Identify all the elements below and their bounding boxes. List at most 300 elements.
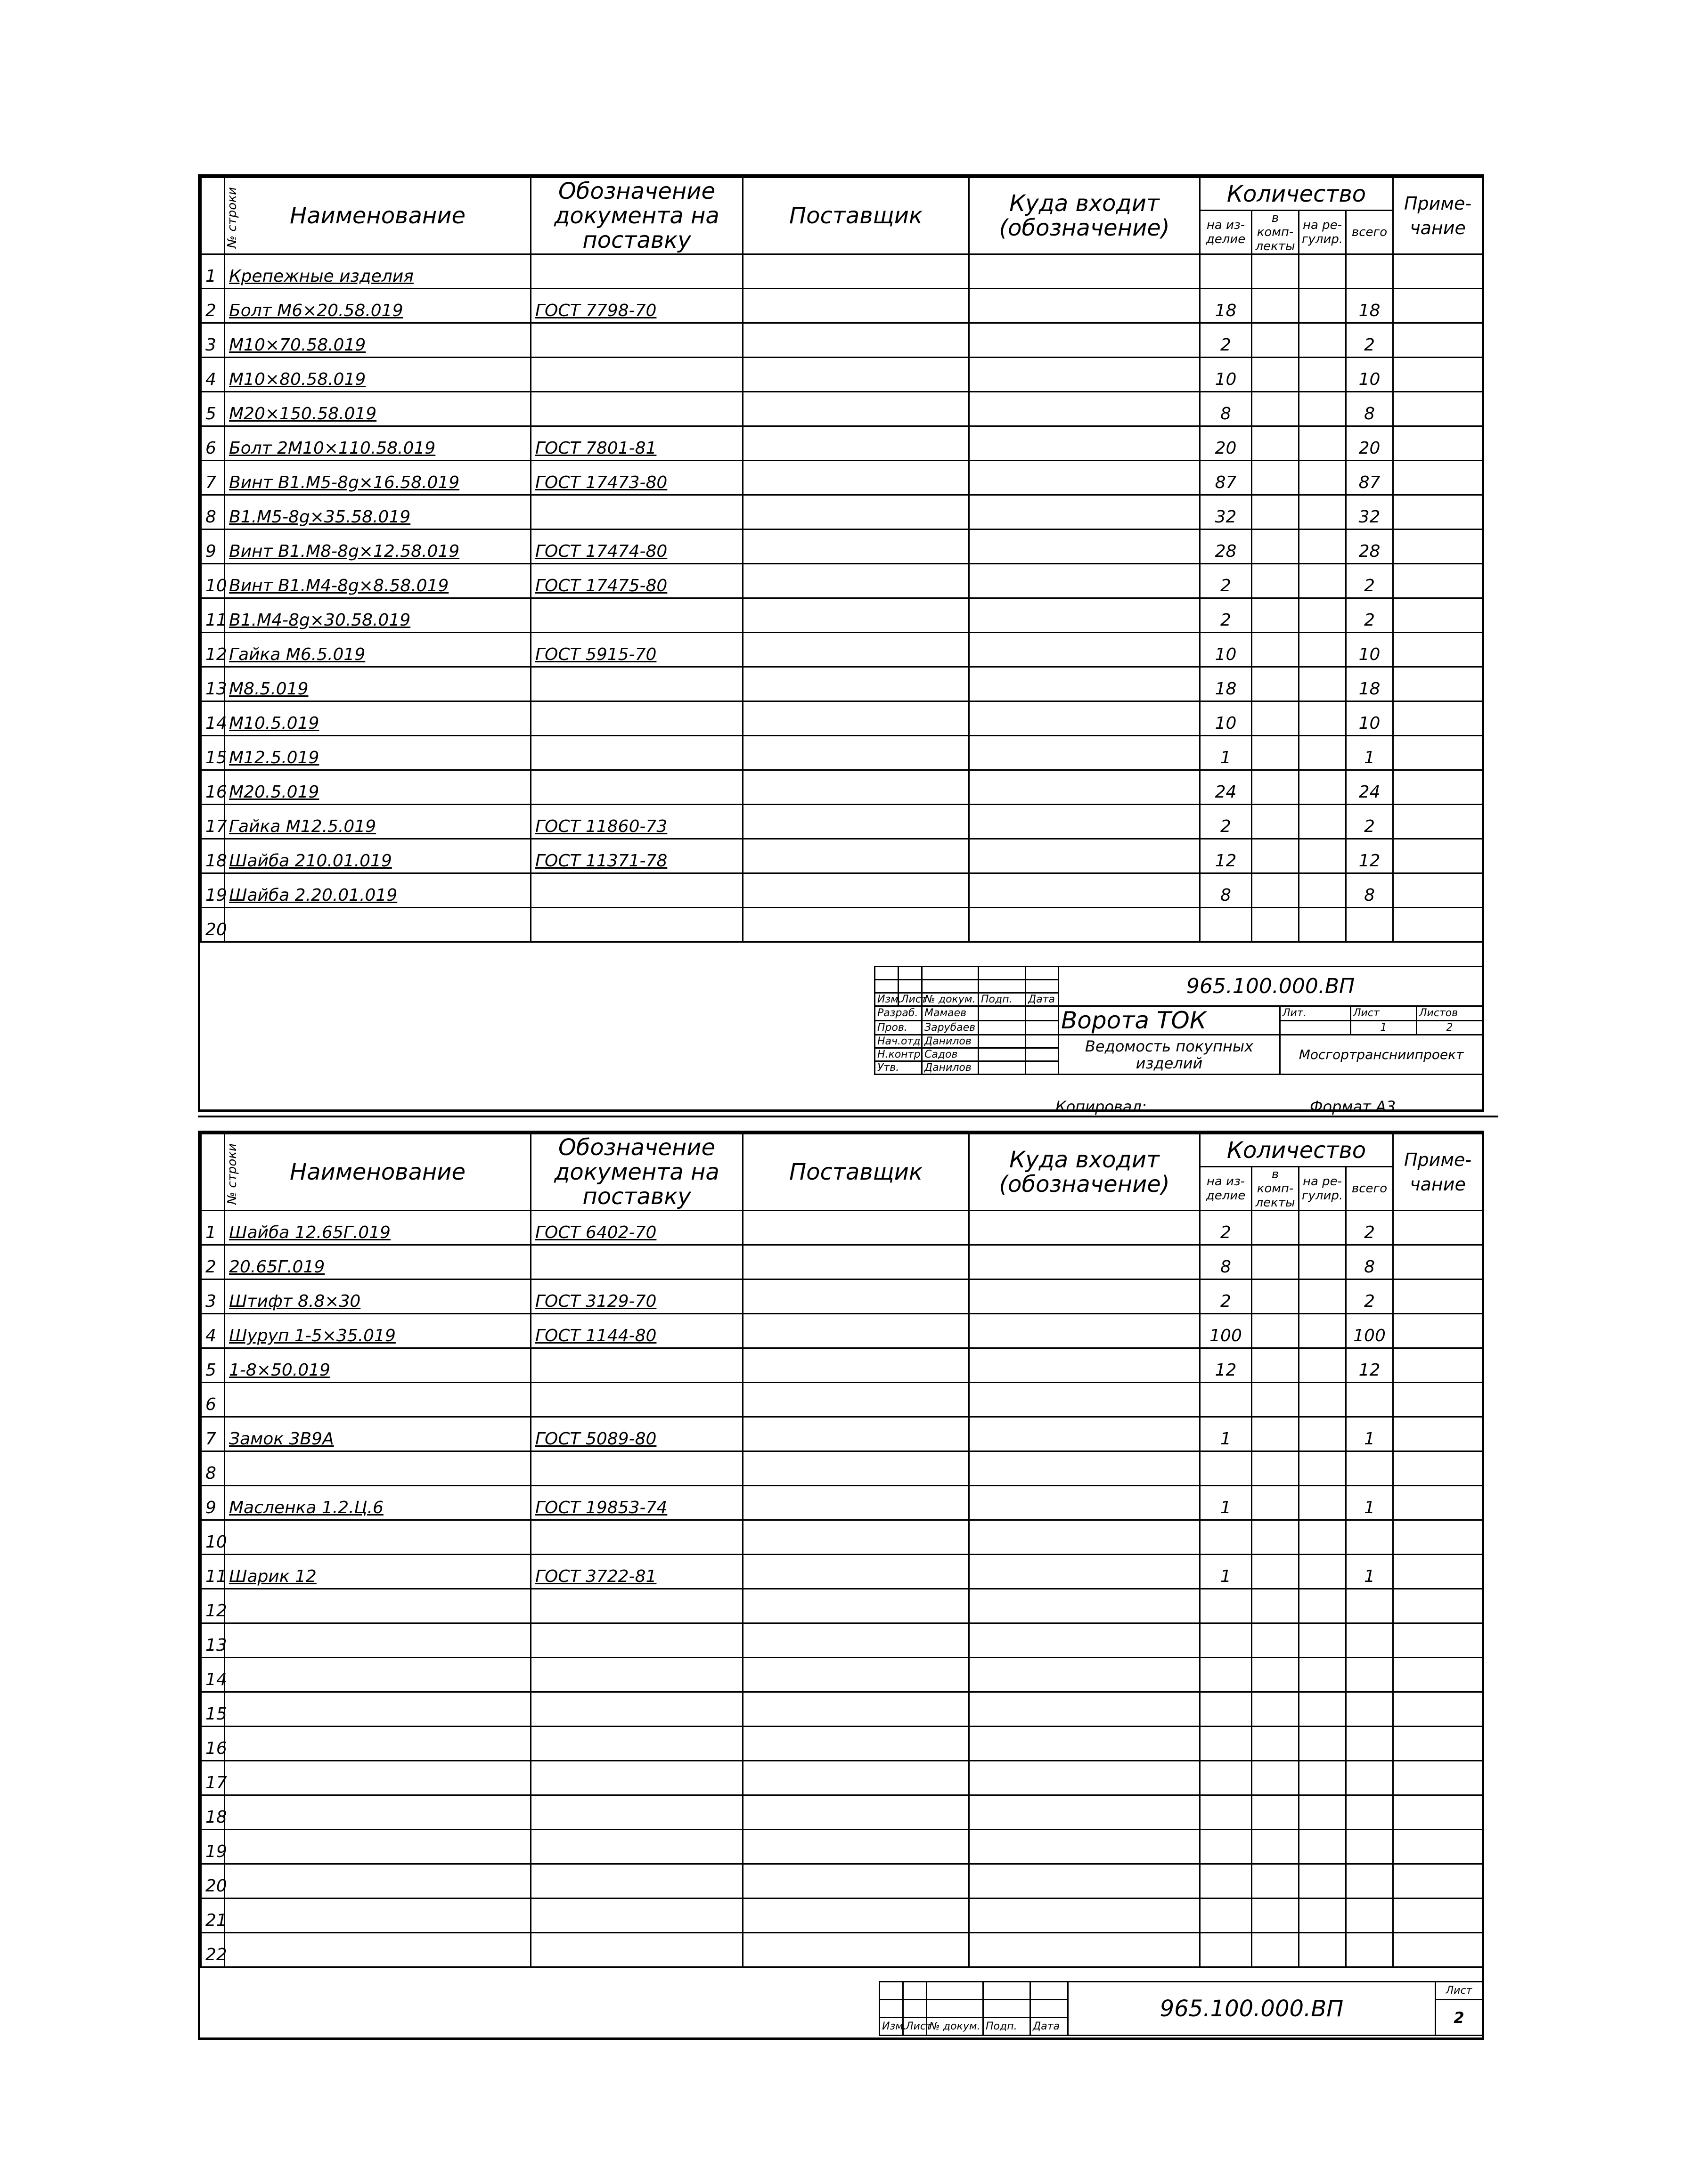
title-block-1 — [874, 966, 1483, 1075]
item-name — [225, 1899, 531, 1933]
qty-kits — [1252, 805, 1299, 839]
item-note — [1393, 461, 1483, 495]
qty-product — [1200, 1727, 1252, 1761]
item-supplier — [743, 1830, 969, 1864]
qty-total — [1346, 1623, 1393, 1658]
qty-product: 10 — [1200, 358, 1252, 392]
qty-total: 18 — [1346, 667, 1393, 701]
item-supplier — [743, 701, 969, 736]
item-doc — [531, 392, 743, 426]
qty-kits — [1252, 1727, 1299, 1761]
qty-kits — [1252, 1899, 1299, 1933]
qty-total: 10 — [1346, 701, 1393, 736]
qty-product — [1200, 1451, 1252, 1486]
qty-total: 2 — [1346, 805, 1393, 839]
qty-total: 2 — [1346, 323, 1393, 358]
qty-total — [1346, 254, 1393, 289]
item-where — [969, 701, 1200, 736]
qty-kits — [1252, 598, 1299, 633]
item-supplier — [743, 908, 969, 942]
qty-reg — [1299, 495, 1346, 530]
item-supplier — [743, 805, 969, 839]
item-supplier — [743, 1692, 969, 1727]
item-doc — [531, 770, 743, 805]
item-supplier — [743, 667, 969, 701]
drawing-code: 965.100.000.ВП — [1059, 967, 1483, 1006]
qty-product — [1200, 1520, 1252, 1555]
qty-product — [1200, 1623, 1252, 1658]
item-where — [969, 1348, 1200, 1383]
item-note — [1393, 839, 1483, 873]
item-doc: ГОСТ 6402-70 — [531, 1211, 743, 1245]
qty-reg — [1299, 323, 1346, 358]
row-number: 6 — [201, 1383, 225, 1417]
qty-kits — [1252, 1795, 1299, 1830]
item-supplier — [743, 736, 969, 770]
item-doc — [531, 1348, 743, 1383]
item-supplier — [743, 1383, 969, 1417]
qty-total: 2 — [1346, 564, 1393, 598]
row-number: 11 — [201, 598, 225, 633]
table-row — [201, 1451, 1483, 1486]
person: Мамаев — [922, 1006, 979, 1021]
qty-product: 12 — [1200, 1348, 1252, 1383]
qty-total: 1 — [1346, 1417, 1393, 1451]
sheet-2 — [198, 1131, 1484, 2040]
item-doc — [531, 1864, 743, 1899]
header-doc: Обозначение документа на поставку — [531, 178, 743, 254]
item-name: М10×70.58.019 — [225, 323, 531, 358]
table-row — [201, 1245, 1483, 1279]
qty-kits — [1252, 392, 1299, 426]
item-doc — [531, 1830, 743, 1864]
row-number: 2 — [201, 1245, 225, 1279]
item-supplier — [743, 254, 969, 289]
qty-total: 100 — [1346, 1314, 1393, 1348]
item-doc: ГОСТ 3722-81 — [531, 1555, 743, 1589]
item-where — [969, 805, 1200, 839]
qty-product: 2 — [1200, 598, 1252, 633]
qty-reg — [1299, 1314, 1346, 1348]
item-supplier — [743, 1658, 969, 1692]
qty-total: 1 — [1346, 1555, 1393, 1589]
item-name — [225, 1658, 531, 1692]
table-row — [201, 1417, 1483, 1451]
qty-product — [1200, 1933, 1252, 1967]
item-note — [1393, 358, 1483, 392]
item-note — [1393, 254, 1483, 289]
qty-total: 10 — [1346, 633, 1393, 667]
item-note — [1393, 530, 1483, 564]
item-doc: ГОСТ 11860-73 — [531, 805, 743, 839]
item-note — [1393, 392, 1483, 426]
item-name: Шайба 12.65Г.019 — [225, 1211, 531, 1245]
qty-total: 8 — [1346, 392, 1393, 426]
header-qty: Количество — [1200, 1134, 1393, 1167]
qty-kits — [1252, 736, 1299, 770]
table-row — [201, 805, 1483, 839]
item-doc — [531, 1451, 743, 1486]
qty-reg — [1299, 1486, 1346, 1520]
row-number: 19 — [201, 1830, 225, 1864]
item-where — [969, 839, 1200, 873]
item-doc — [531, 323, 743, 358]
row-number: 22 — [201, 1933, 225, 1967]
header-qty-total: всего — [1346, 1167, 1393, 1211]
table-row — [201, 633, 1483, 667]
item-note — [1393, 667, 1483, 701]
table-row — [201, 530, 1483, 564]
qty-reg — [1299, 1830, 1346, 1864]
qty-total: 2 — [1346, 1211, 1393, 1245]
qty-total: 87 — [1346, 461, 1393, 495]
item-where — [969, 908, 1200, 942]
qty-reg — [1299, 1279, 1346, 1314]
col-list: Лист — [903, 2018, 927, 2036]
item-name — [225, 908, 531, 942]
row-number: 11 — [201, 1555, 225, 1589]
item-doc — [531, 358, 743, 392]
item-name: М20×150.58.019 — [225, 392, 531, 426]
qty-total: 28 — [1346, 530, 1393, 564]
table-row — [201, 1795, 1483, 1830]
item-note — [1393, 1348, 1483, 1383]
item-name: Шайба 2.20.01.019 — [225, 873, 531, 908]
item-note — [1393, 598, 1483, 633]
qty-product: 1 — [1200, 1417, 1252, 1451]
item-name — [225, 1623, 531, 1658]
item-where — [969, 770, 1200, 805]
item-supplier — [743, 1761, 969, 1795]
item-note — [1393, 1658, 1483, 1692]
role: Нач.отд. — [875, 1035, 922, 1048]
row-number: 7 — [201, 461, 225, 495]
item-doc — [531, 1933, 743, 1967]
item-where — [969, 1383, 1200, 1417]
qty-kits — [1252, 1383, 1299, 1417]
qty-product: 24 — [1200, 770, 1252, 805]
role: Н.контр. — [875, 1048, 922, 1061]
qty-total — [1346, 1692, 1393, 1727]
qty-product — [1200, 1795, 1252, 1830]
lit-label: Лит. — [1280, 1006, 1351, 1021]
header-row-no: № строки — [201, 1134, 225, 1211]
item-supplier — [743, 392, 969, 426]
qty-total — [1346, 908, 1393, 942]
qty-kits — [1252, 667, 1299, 701]
col-doc: № докум. — [927, 2018, 983, 2036]
item-doc — [531, 701, 743, 736]
item-doc — [531, 1383, 743, 1417]
row-number: 12 — [201, 1589, 225, 1623]
row-number: 10 — [201, 564, 225, 598]
qty-product: 87 — [1200, 461, 1252, 495]
person: Садов — [922, 1048, 979, 1061]
table-row — [201, 1589, 1483, 1623]
item-doc: ГОСТ 5089-80 — [531, 1417, 743, 1451]
item-where — [969, 633, 1200, 667]
item-note — [1393, 633, 1483, 667]
item-name: Болт М6×20.58.019 — [225, 289, 531, 323]
item-supplier — [743, 839, 969, 873]
col-date: Дата — [1026, 993, 1059, 1006]
item-note — [1393, 1555, 1483, 1589]
row-number: 20 — [201, 908, 225, 942]
qty-total — [1346, 1830, 1393, 1864]
table-row — [201, 908, 1483, 942]
sheet-label: Лист — [1436, 1982, 1483, 2000]
qty-product: 32 — [1200, 495, 1252, 530]
qty-kits — [1252, 1245, 1299, 1279]
qty-total — [1346, 1520, 1393, 1555]
item-doc — [531, 873, 743, 908]
item-where — [969, 1623, 1200, 1658]
col-sign: Подп. — [983, 2018, 1030, 2036]
item-name: Винт В1.М5-8g×16.58.019 — [225, 461, 531, 495]
table-row — [201, 461, 1483, 495]
item-note — [1393, 1245, 1483, 1279]
item-name: М20.5.019 — [225, 770, 531, 805]
item-name: Болт 2М10×110.58.019 — [225, 426, 531, 461]
qty-reg — [1299, 839, 1346, 873]
item-doc — [531, 1520, 743, 1555]
organization: Мосгортрансниипроект — [1280, 1035, 1483, 1075]
item-note — [1393, 1795, 1483, 1830]
qty-kits — [1252, 495, 1299, 530]
item-note — [1393, 1451, 1483, 1486]
qty-reg — [1299, 908, 1346, 942]
item-name — [225, 1761, 531, 1795]
person: Зарубаев — [922, 1020, 979, 1035]
item-note — [1393, 701, 1483, 736]
item-supplier — [743, 1314, 969, 1348]
qty-reg — [1299, 289, 1346, 323]
qty-product: 8 — [1200, 873, 1252, 908]
item-name: Гайка М6.5.019 — [225, 633, 531, 667]
item-supplier — [743, 1348, 969, 1383]
qty-reg — [1299, 1451, 1346, 1486]
qty-kits — [1252, 1417, 1299, 1451]
item-supplier — [743, 1486, 969, 1520]
table-row — [201, 1314, 1483, 1348]
item-where — [969, 1692, 1200, 1727]
qty-product: 2 — [1200, 805, 1252, 839]
qty-reg — [1299, 1864, 1346, 1899]
qty-total: 8 — [1346, 873, 1393, 908]
item-supplier — [743, 495, 969, 530]
header-qty-kits: в комп-лекты — [1252, 1167, 1299, 1211]
header-note: Приме-чание — [1393, 1134, 1483, 1211]
item-doc: ГОСТ 17473-80 — [531, 461, 743, 495]
item-name: М12.5.019 — [225, 736, 531, 770]
item-note — [1393, 770, 1483, 805]
qty-kits — [1252, 1520, 1299, 1555]
row-number: 15 — [201, 736, 225, 770]
copied-label: Копировал: — [1055, 1098, 1147, 1116]
qty-product — [1200, 1899, 1252, 1933]
item-supplier — [743, 426, 969, 461]
row-number: 21 — [201, 1899, 225, 1933]
col-izm: Изм. — [880, 2018, 903, 2036]
item-where — [969, 667, 1200, 701]
header-qty-kits: в комп-лекты — [1252, 211, 1299, 254]
item-where — [969, 358, 1200, 392]
item-supplier — [743, 1279, 969, 1314]
qty-reg — [1299, 805, 1346, 839]
row-number: 3 — [201, 1279, 225, 1314]
qty-reg — [1299, 1589, 1346, 1623]
item-note — [1393, 1279, 1483, 1314]
item-where — [969, 1795, 1200, 1830]
qty-product — [1200, 1692, 1252, 1727]
qty-reg — [1299, 530, 1346, 564]
row-number: 13 — [201, 667, 225, 701]
item-note — [1393, 495, 1483, 530]
qty-reg — [1299, 1555, 1346, 1589]
item-doc — [531, 736, 743, 770]
item-name — [225, 1383, 531, 1417]
qty-reg — [1299, 1211, 1346, 1245]
table-row — [201, 839, 1483, 873]
row-number: 14 — [201, 701, 225, 736]
item-name — [225, 1864, 531, 1899]
qty-reg — [1299, 1933, 1346, 1967]
item-where — [969, 392, 1200, 426]
item-note — [1393, 323, 1483, 358]
product-title: Ворота ТОК — [1059, 1006, 1280, 1035]
item-name — [225, 1451, 531, 1486]
col-izm: Изм. — [875, 993, 899, 1006]
item-where — [969, 254, 1200, 289]
qty-product: 20 — [1200, 426, 1252, 461]
item-note — [1393, 1383, 1483, 1417]
header-name: Наименование — [225, 178, 531, 254]
item-doc: ГОСТ 19853-74 — [531, 1486, 743, 1520]
row-number: 16 — [201, 1727, 225, 1761]
qty-kits — [1252, 1314, 1299, 1348]
qty-reg — [1299, 461, 1346, 495]
row-number: 5 — [201, 392, 225, 426]
qty-total: 12 — [1346, 839, 1393, 873]
person: Данилов — [922, 1035, 979, 1048]
qty-reg — [1299, 564, 1346, 598]
qty-reg — [1299, 1727, 1346, 1761]
qty-product — [1200, 908, 1252, 942]
item-note — [1393, 1864, 1483, 1899]
qty-reg — [1299, 254, 1346, 289]
item-name: Шайба 210.01.019 — [225, 839, 531, 873]
row-number: 17 — [201, 805, 225, 839]
item-supplier — [743, 1555, 969, 1589]
qty-kits — [1252, 461, 1299, 495]
spec-table-2 — [200, 1133, 1483, 1968]
qty-product: 1 — [1200, 1486, 1252, 1520]
qty-product: 2 — [1200, 564, 1252, 598]
qty-total: 32 — [1346, 495, 1393, 530]
qty-reg — [1299, 1658, 1346, 1692]
qty-product: 8 — [1200, 392, 1252, 426]
item-doc — [531, 1658, 743, 1692]
table-row — [201, 667, 1483, 701]
item-where — [969, 1211, 1200, 1245]
qty-kits — [1252, 1692, 1299, 1727]
item-supplier — [743, 1727, 969, 1761]
table-row — [201, 426, 1483, 461]
item-supplier — [743, 323, 969, 358]
qty-kits — [1252, 908, 1299, 942]
separator-line — [198, 1116, 1498, 1117]
qty-total: 10 — [1346, 358, 1393, 392]
item-note — [1393, 289, 1483, 323]
qty-kits — [1252, 1279, 1299, 1314]
qty-kits — [1252, 770, 1299, 805]
row-number: 8 — [201, 495, 225, 530]
item-where — [969, 1486, 1200, 1520]
item-supplier — [743, 1417, 969, 1451]
row-number: 12 — [201, 633, 225, 667]
header-qty-reg: на ре-гулир. — [1299, 211, 1346, 254]
item-doc — [531, 254, 743, 289]
qty-product — [1200, 1383, 1252, 1417]
sheet-label: Лист — [1351, 1006, 1417, 1021]
item-supplier — [743, 1864, 969, 1899]
item-where — [969, 530, 1200, 564]
qty-product — [1200, 1864, 1252, 1899]
col-list: Лист — [899, 993, 922, 1006]
qty-product — [1200, 254, 1252, 289]
row-number: 4 — [201, 1314, 225, 1348]
item-doc: ГОСТ 5915-70 — [531, 633, 743, 667]
role: Утв. — [875, 1061, 922, 1075]
item-supplier — [743, 598, 969, 633]
item-doc — [531, 908, 743, 942]
col-doc: № докум. — [922, 993, 979, 1006]
item-doc: ГОСТ 11371-78 — [531, 839, 743, 873]
row-number: 8 — [201, 1451, 225, 1486]
row-number: 15 — [201, 1692, 225, 1727]
qty-total: 1 — [1346, 1486, 1393, 1520]
item-doc — [531, 667, 743, 701]
item-where — [969, 1589, 1200, 1623]
table-row — [201, 1692, 1483, 1727]
qty-reg — [1299, 426, 1346, 461]
qty-kits — [1252, 1933, 1299, 1967]
item-where — [969, 1658, 1200, 1692]
table-row — [201, 1211, 1483, 1245]
item-doc — [531, 1623, 743, 1658]
item-name — [225, 1795, 531, 1830]
sheets-label: Листов — [1417, 1006, 1483, 1021]
col-sign: Подп. — [979, 993, 1026, 1006]
table-row — [201, 1933, 1483, 1967]
header-doc: Обозначение документа на поставку — [531, 1134, 743, 1211]
table-row — [201, 1761, 1483, 1795]
qty-total: 8 — [1346, 1245, 1393, 1279]
header-qty-product: на из-делие — [1200, 211, 1252, 254]
item-supplier — [743, 1589, 969, 1623]
qty-kits — [1252, 1761, 1299, 1795]
item-supplier — [743, 1623, 969, 1658]
row-number: 18 — [201, 1795, 225, 1830]
header-where: Куда входит (обозначение) — [969, 1134, 1200, 1211]
item-where — [969, 1279, 1200, 1314]
qty-total: 2 — [1346, 598, 1393, 633]
item-note — [1393, 1761, 1483, 1795]
item-doc: ГОСТ 7798-70 — [531, 289, 743, 323]
header-name: Наименование — [225, 1134, 531, 1211]
item-note — [1393, 1727, 1483, 1761]
item-where — [969, 461, 1200, 495]
